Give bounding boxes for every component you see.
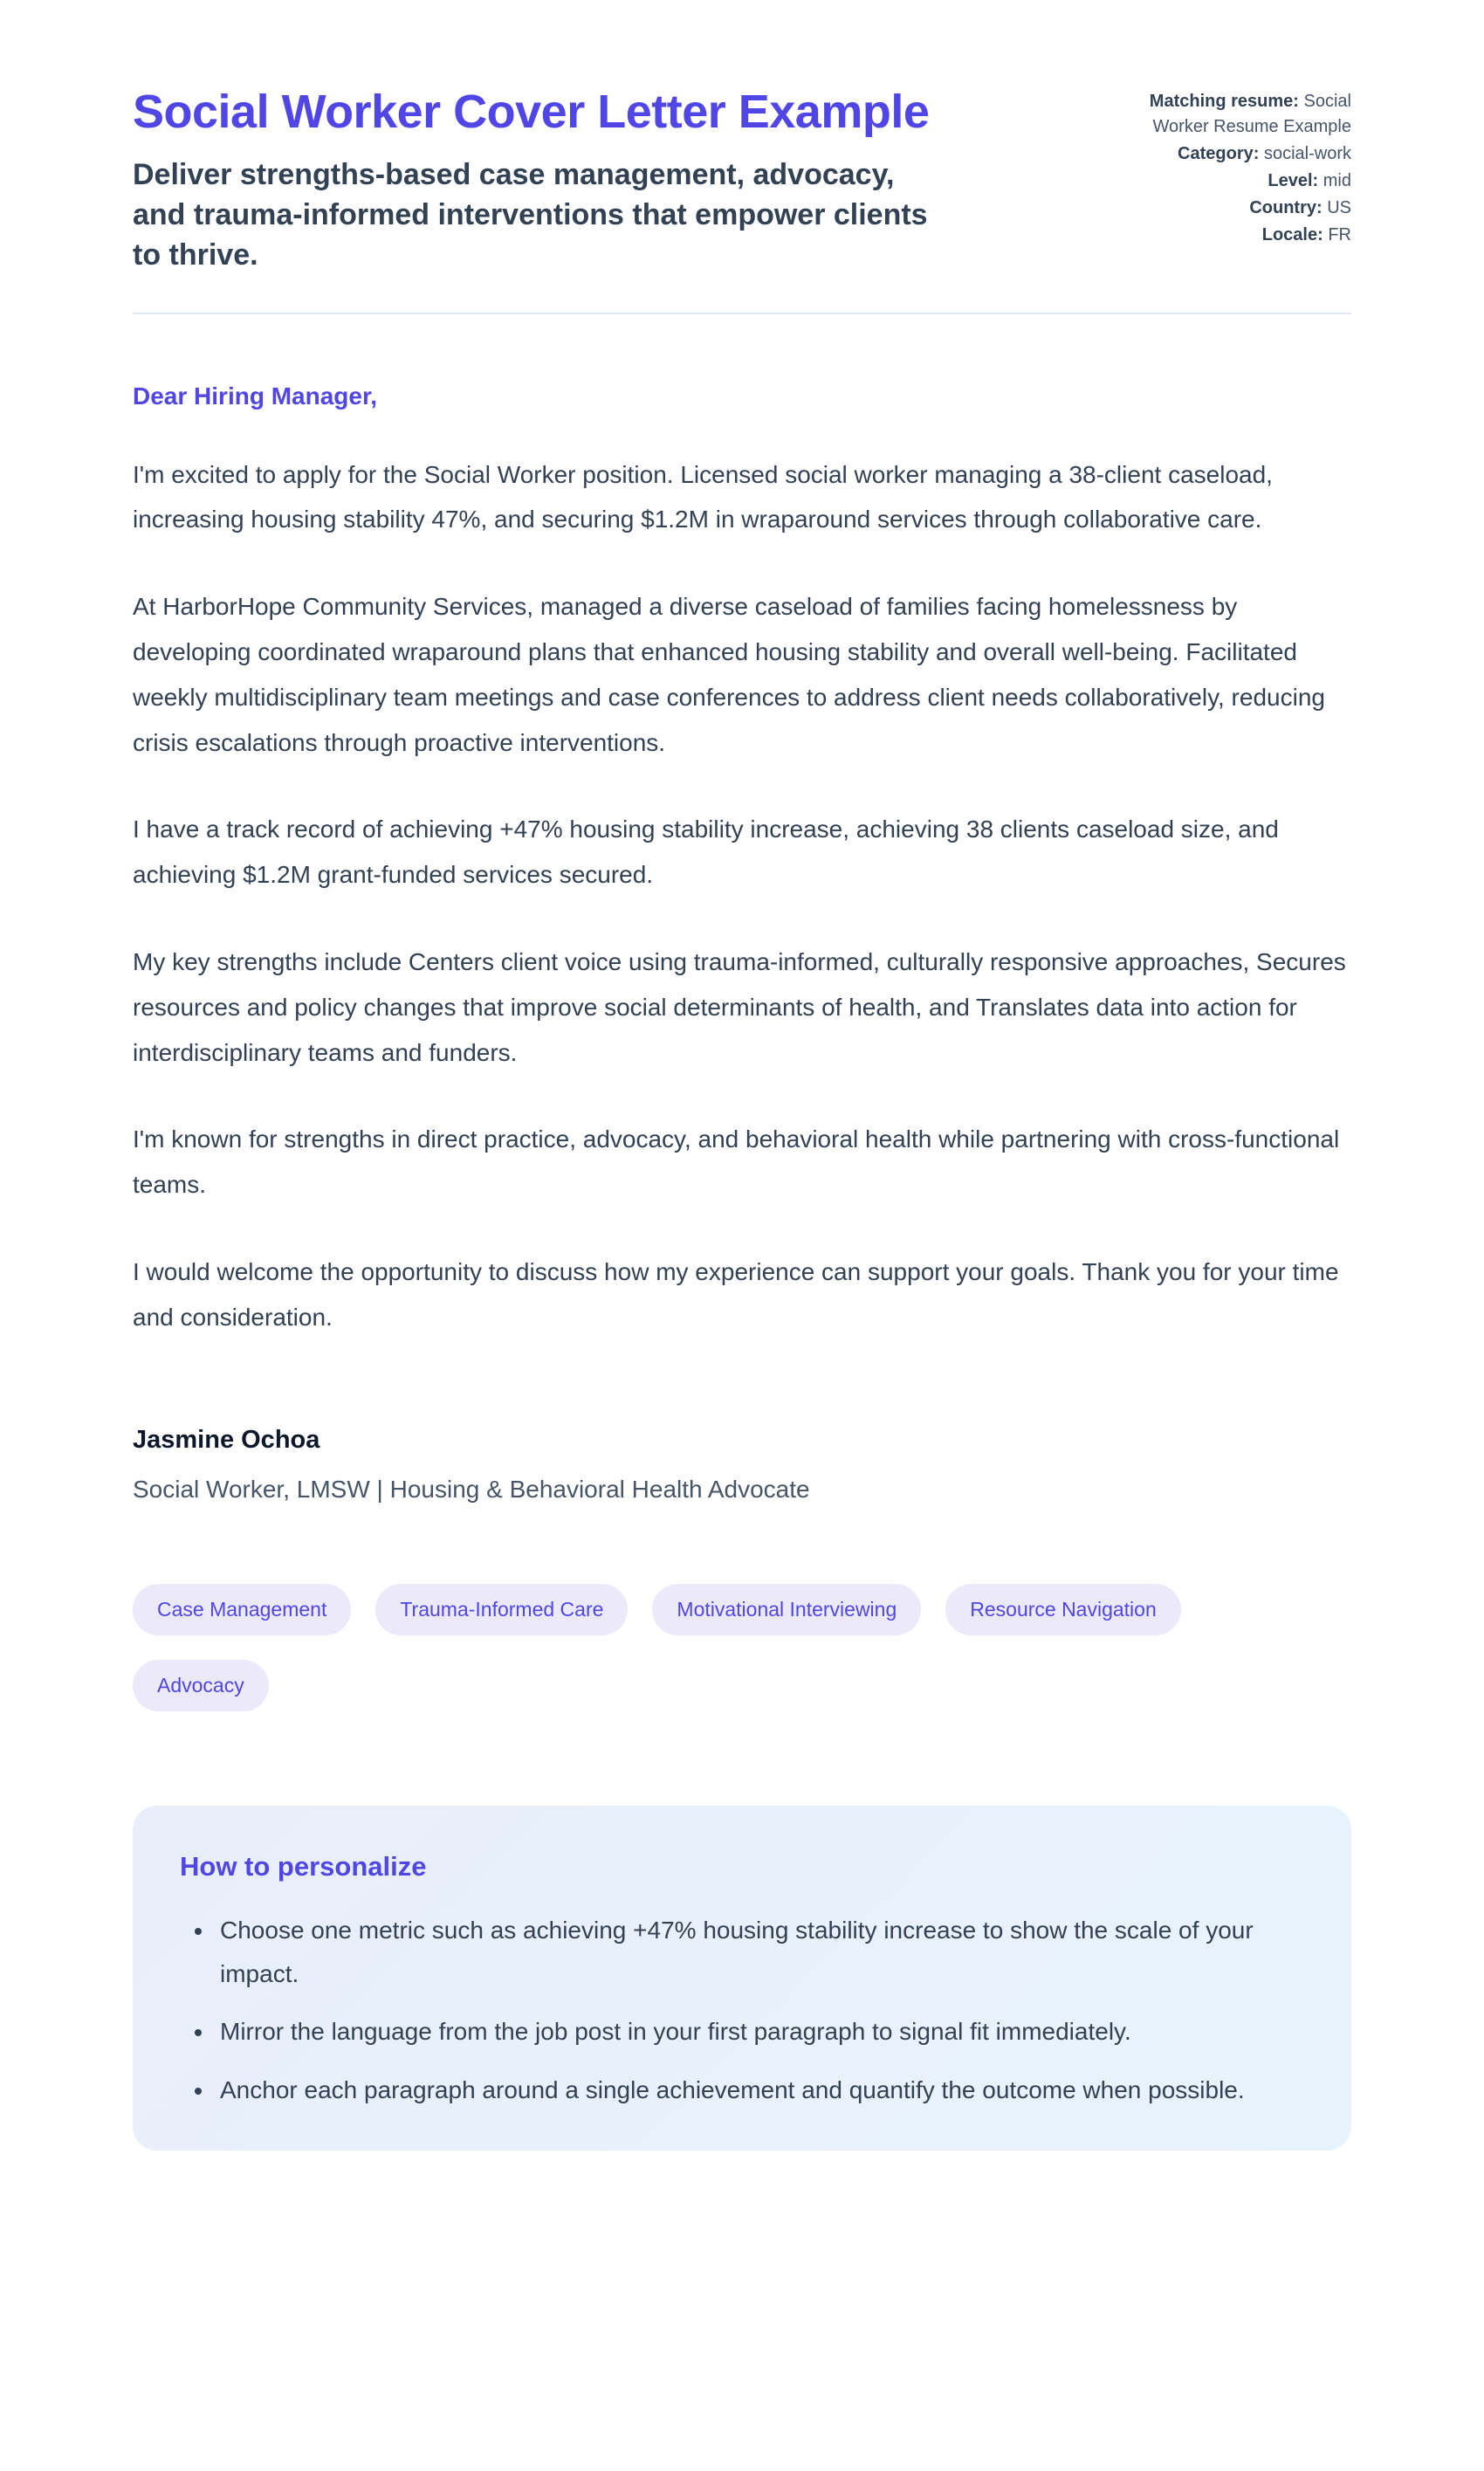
page-title: Social Worker Cover Letter Example bbox=[133, 86, 930, 138]
page-header bbox=[133, 84, 1351, 314]
letter-paragraph: I'm excited to apply for the Social Worker position. Licensed social worker managing a 38-client caseload, increasing housing stability 47%, and securing $1.2M in wraparound services through collaborative care. bbox=[133, 460, 1273, 533]
signature-name: Jasmine Ochoa bbox=[133, 1425, 320, 1454]
meta-level bbox=[1149, 169, 1351, 194]
meta-locale-label: Locale: bbox=[1261, 225, 1323, 244]
personalize-tip: • Choose one metric such as achieving +47% housing stability increase to show the scale of your impact. bbox=[215, 1909, 1311, 1997]
tag-list bbox=[133, 1584, 1268, 1711]
meta-locale-value: FR bbox=[1328, 225, 1351, 244]
meta-locale bbox=[1149, 223, 1351, 248]
letter-paragraph: I'm known for strengths in direct practice, advocacy, and behavioral health while partnering with cross-functional teams. bbox=[133, 1125, 1340, 1199]
meta-matching-resume-label: Matching resume: bbox=[1149, 92, 1299, 111]
meta-country-value: US bbox=[1327, 198, 1351, 217]
personalize-card bbox=[133, 1806, 1351, 2151]
letter-paragraph: At HarborHope Community Services, managed a diverse caseload of families facing homelessness by developing coordinated wraparound plans that enhanced housing stability and overall well-being. Facilitated weekly multidisciplinary team meetings and case conferences to address client needs collaboratively, reducing crisis escalations through proactive interventions. bbox=[133, 593, 1325, 756]
letter-paragraph: My key strengths include Centers client voice using trauma-informed, culturally responsive approaches, Secures resources and policy changes that improve social determinants of health, and Translates data into action for interdisciplinary teams and funders. bbox=[133, 947, 1346, 1066]
meta-category bbox=[1149, 141, 1351, 167]
meta-country bbox=[1149, 196, 1351, 221]
letter-salutation: Dear Hiring Manager, bbox=[133, 382, 378, 410]
personalize-tip: • Mirror the language from the job post in your first paragraph to signal fit immediately. bbox=[215, 2010, 1311, 2054]
personalize-tip: • Anchor each paragraph around a single achievement and quantify the outcome when possible. bbox=[215, 2068, 1311, 2112]
meta-matching-resume-value: Social Worker Resume Example bbox=[1152, 92, 1351, 136]
meta-level-value: mid bbox=[1323, 171, 1351, 190]
meta-panel bbox=[1149, 84, 1351, 250]
meta-category-value: social-work bbox=[1263, 144, 1351, 163]
header-title-block bbox=[133, 84, 945, 276]
tag-chip-motivational-interviewing[interactable]: Motivational Interviewing bbox=[652, 1584, 921, 1635]
tag-chip-advocacy[interactable]: Advocacy bbox=[133, 1660, 269, 1711]
tag-chip-trauma-informed-care[interactable]: Trauma-Informed Care bbox=[375, 1584, 628, 1635]
tag-chip-resource-navigation[interactable]: Resource Navigation bbox=[945, 1584, 1181, 1635]
signature-title: Social Worker, LMSW | Housing & Behavioral Health Advocate bbox=[133, 1475, 810, 1503]
letter-paragraph: I have a track record of achieving +47% housing stability increase, achieving 38 clients caseload size, and achieving $1.2M grant-funded services secured. bbox=[133, 816, 1279, 889]
page-subtitle: Deliver strengths-based case management, advocacy, and trauma-informed interventions that empower clients to thrive. bbox=[133, 157, 928, 272]
letter-paragraph: I would welcome the opportunity to discuss how my experience can support your goals. Thank you for your time and consideration. bbox=[133, 1257, 1339, 1331]
meta-level-label: Level: bbox=[1268, 171, 1319, 190]
page-container bbox=[133, 0, 1351, 2255]
meta-category-label: Category: bbox=[1178, 144, 1260, 163]
meta-country-label: Country: bbox=[1249, 198, 1323, 217]
personalize-heading: How to personalize bbox=[180, 1850, 427, 1882]
meta-matching-resume bbox=[1149, 89, 1351, 140]
personalize-tip-list bbox=[215, 1909, 1311, 2113]
tag-chip-case-management[interactable]: Case Management bbox=[133, 1584, 351, 1635]
